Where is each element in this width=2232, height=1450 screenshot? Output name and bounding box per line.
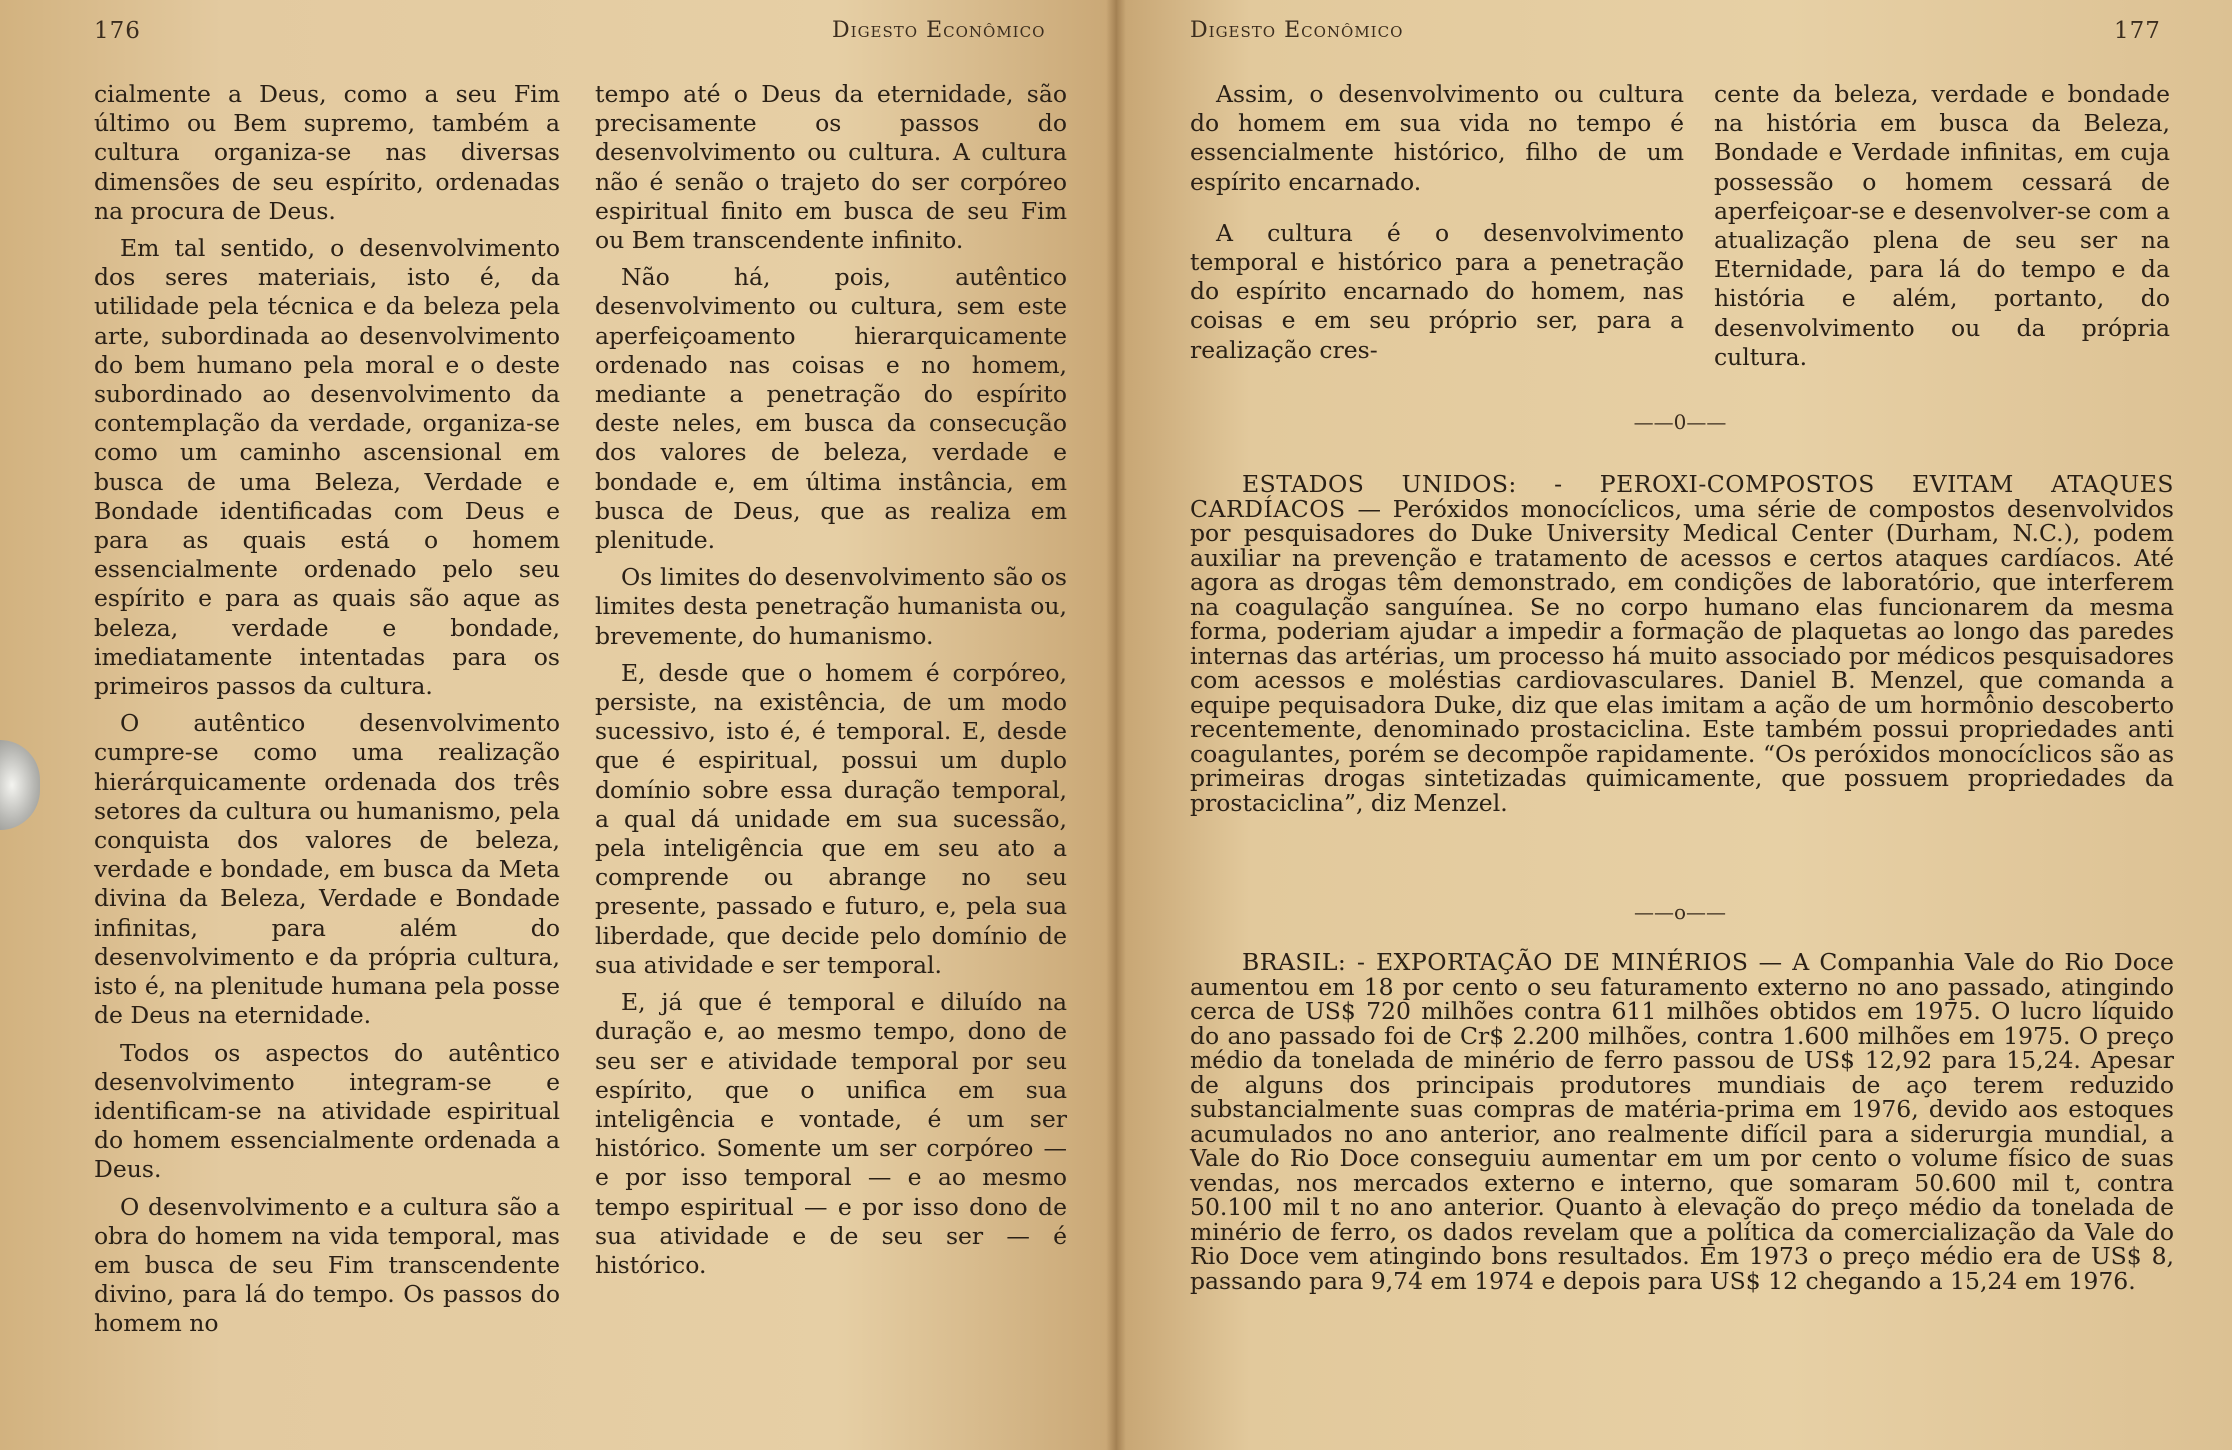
paragraph: Todos os aspectos do autêntico desenvolvimento integram-se e identificam-se na atividade espiritual do homem essencialmente ordenada a Deus.	[94, 1038, 560, 1184]
article-brasil	[1190, 950, 2174, 1293]
paragraph: Em tal sentido, o desenvolvimento dos seres materiais, isto é, da utilidade pela técnica e da beleza pela arte, subordinada ao desenvolvimento do bem humano pela moral e o deste subordinado ao desenvolvimento da contemplação da verdade, organiza-se como um caminho ascensional em busca de uma Beleza, Verdade e Bondade identificadas com Deus e para as quais está o homem essencialmente ordenado pelo seu espírito e para as quais são aque as beleza, verdade e bondade, imediatamente intentadas para os primeiros passos da cultura.	[94, 234, 560, 701]
book-spine-shadow	[1106, 0, 1126, 1450]
right-page-number: 177	[2114, 18, 2161, 44]
paper-clip	[0, 740, 40, 830]
paragraph: tempo até o Deus da eternidade, são precisamente os passos do desenvolvimento ou cultura. A cultura não é senão o trajeto do ser corpóreo espiritual finito em busca de seu Fim ou Bem transcendente infinito.	[595, 80, 1067, 255]
article-heading: BRASIL: - EXPORTAÇÃO DE MINÉRIOS	[1242, 948, 1749, 976]
paragraph: O desenvolvimento e a cultura são a obra do homem na vida temporal, mas em busca de seu Fim transcendente divino, para lá do tempo. Os passos do homem no	[94, 1192, 560, 1338]
article-estados-unidos	[1190, 472, 2174, 815]
paragraph: Os limites do desenvolvimento são os limites desta penetração humanista ou, brevemente, do humanismo.	[595, 563, 1067, 650]
left-column-1	[94, 80, 560, 1347]
section-separator: ——0——	[1633, 410, 1727, 434]
left-running-head: Digesto Econômico	[832, 18, 1046, 43]
paragraph: Não há, pois, autêntico desenvolvimento ou cultura, sem este aperfeiçoamento hierarquicamente ordenado nas coisas e no homem, mediante a penetração do espírito deste neles, em busca da consecução dos valores de beleza, verdade e bondade e, em última instância, em busca de Deus, que as realiza em plenitude.	[595, 263, 1067, 555]
article-heading: ESTADOS UNIDOS: - PEROXI-COMPOSTOS EVITAM ATAQUES CARDÍACOS	[1190, 470, 2174, 523]
left-column-2	[595, 80, 1067, 1288]
paragraph: O autêntico desenvolvimento cumpre-se como uma realização hierárquicamente ordenada dos três setores da cultura ou humanismo, pela conquista dos valores de beleza, verdade e bondade, em busca da Meta divina da Beleza, Verdade e Bondade infinitas, para além do desenvolvimento e da própria cultura, isto é, na plenitude humana pela posse de Deus na eternidade.	[94, 709, 560, 1030]
article-body: — Peróxidos monocíclicos, uma série de compostos desenvolvidos por pesquisadores do Duke University Medical Center (Durham, N.C.), podem auxiliar na prevenção e tratamento de acessos e certos ataques cardíacos. Até agora as drogas têm demonstrado, em condições de laboratório, que interferem na coagulação sanguínea. Se no corpo humano elas funcionarem da mesma forma, poderiam ajudar a impedir a formação de plaquetas ao longo das paredes internas das artérias, um processo há muito associado por médicos pesquisadores com acessos e moléstias cardiovasculares. Daniel B. Menzel, que comanda a equipe pequisadora Duke, diz que elas imitam a ação de um hormônio descoberto recentemente, denominado prostaciclina. Este também possui propriedades anti coagulantes, porém se decompõe rapidamente. “Os peróxidos monocíclicos são as primeiras drogas sintetizadas quimicamente, que possuem propriedades da prostaciclina”, diz Menzel.	[1190, 494, 2174, 817]
right-column-2	[1714, 80, 2170, 380]
paragraph: E, desde que o homem é corpóreo, persiste, na existência, de um modo sucessivo, isto é, é temporal. E, desde que é espiritual, possui um duplo domínio sobre essa duração temporal, a qual dá unidade em sua sucessão, pela inteligência que em seu ato a comprende ou abrange no seu presente, passado e futuro, e, pela sua liberdade, que decide pelo domínio de sua atividade e ser temporal.	[595, 658, 1067, 979]
section-separator: ——o——	[1633, 900, 1727, 924]
paragraph: E, já que é temporal e diluído na duração e, ao mesmo tempo, dono de seu ser e atividade temporal por seu espírito, que o unifica em sua inteligência e vontade, é um ser histórico. Somente um ser corpóreo — e por isso temporal — e ao mesmo tempo espiritual — e por isso dono de sua atividade e de seu ser — é histórico.	[595, 988, 1067, 1279]
right-running-head: Digesto Econômico	[1190, 18, 1404, 43]
paragraph: cente da beleza, verdade e bondade na história em busca da Beleza, Bondade e Verdade infinitas, em cuja possessão o homem cessará de aperfeiçoar-se e desenvolver-se com a atualização plena de seu ser na Eternidade, para lá do tempo e da história e além, portanto, do desenvolvimento ou da própria cultura.	[1714, 80, 2170, 371]
article-body: — A Companhia Vale do Rio Doce aumentou em 18 por cento o seu faturamento externo no ano passado, atingindo cerca de US$ 720 milhões contra 611 milhões obtidos em 1975. O lucro líquido do ano passado foi de Cr$ 2.200 milhões, contra 1.600 milhões em 1975. O preço médio da tonelada de minério de ferro passou de US$ 12,92 para 15,24. Apesar de alguns dos principais produtores mundiais de aço terem reduzido substancialmente suas compras de matéria-prima em 1976, devido aos estoques acumulados no ano anterior, ano realmente difícil para a siderurgia mundial, a Vale do Rio Doce conseguiu aumentar em um por cento o volume físico de suas vendas, nos mercados externo e interno, que somaram 50.600 mil t, contra 50.100 mil t no ano anterior. Quanto à elevação do preço médio da tonelada de minério de ferro, os dados revelam que a política da comercialização da Vale do Rio Doce vem atingindo bons resultados. Em 1973 o preço médio era de US$ 8, passando para 9,74 em 1974 e depois para US$ 12 chegando a 15,24 em 1976.	[1190, 948, 2174, 1295]
paragraph: A cultura é o desenvolvimento temporal e histórico para a penetração do espírito encarnado do homem, nas coisas e em seu próprio ser, para a realização cres-	[1190, 218, 1684, 364]
paragraph: cialmente a Deus, como a seu Fim último ou Bem supremo, também a cultura organiza-se nas diversas dimensões de seu espírito, ordenadas na procura de Deus.	[94, 80, 560, 225]
right-column-1	[1190, 80, 1684, 373]
paragraph: Assim, o desenvolvimento ou cultura do homem em sua vida no tempo é essencialmente histórico, filho de um espírito encarnado.	[1190, 80, 1684, 196]
left-page-number: 176	[94, 18, 141, 44]
